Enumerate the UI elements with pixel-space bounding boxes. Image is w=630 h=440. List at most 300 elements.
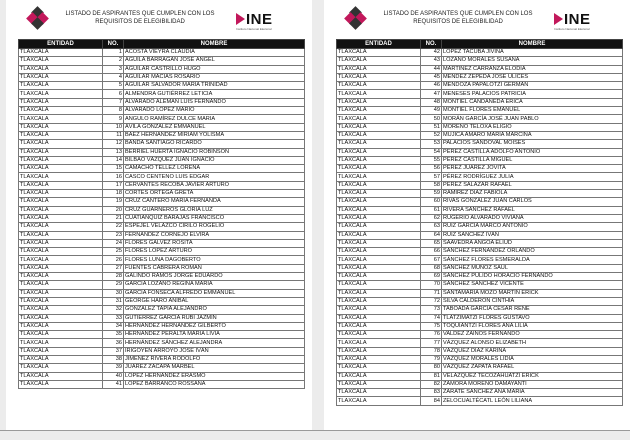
page-header bbox=[6, 0, 312, 40]
table-row bbox=[19, 73, 305, 81]
cell-no: 42 bbox=[421, 49, 442, 57]
cell-entidad: TLAXCALA bbox=[337, 347, 421, 355]
table-row bbox=[19, 198, 305, 206]
cell-nombre: ZELOCUALTÉCATL LEÓN LILIANA bbox=[442, 397, 623, 405]
cell-no: 6 bbox=[103, 90, 124, 98]
cell-no: 12 bbox=[103, 140, 124, 148]
cell-entidad: TLAXCALA bbox=[337, 148, 421, 156]
cell-entidad: TLAXCALA bbox=[337, 90, 421, 98]
cell-nombre: FLORES GÁLVEZ ROSITA bbox=[124, 239, 305, 247]
cell-entidad: TLAXCALA bbox=[337, 364, 421, 372]
cell-nombre: VÁZQUEZ ALONSO ELIZABETH bbox=[442, 339, 623, 347]
table-row bbox=[337, 264, 623, 272]
cell-entidad: TLAXCALA bbox=[19, 173, 103, 181]
cell-nombre: JUÁREZ ZACAPA MARBEL bbox=[124, 364, 305, 372]
cell-entidad: TLAXCALA bbox=[19, 140, 103, 148]
cell-no: 21 bbox=[103, 214, 124, 222]
cell-no: 38 bbox=[103, 355, 124, 363]
cell-no: 33 bbox=[103, 314, 124, 322]
cell-entidad: TLAXCALA bbox=[337, 239, 421, 247]
table-row bbox=[337, 380, 623, 388]
cell-nombre: GALINDO RAMOS JORGE EDUARDO bbox=[124, 273, 305, 281]
cell-entidad: TLAXCALA bbox=[19, 131, 103, 139]
title-line-2: REQUISITOS DE ELEGIBILIDAD bbox=[413, 19, 503, 25]
cell-nombre: SÁNCHEZ FERNÁNDEZ ORLANDO bbox=[442, 248, 623, 256]
cell-entidad: TLAXCALA bbox=[19, 165, 103, 173]
cell-entidad: TLAXCALA bbox=[337, 389, 421, 397]
cell-no: 81 bbox=[421, 372, 442, 380]
cell-nombre: VÁZQUEZ MORALES LIDIA bbox=[442, 355, 623, 363]
cell-nombre: CERVANTES RECOBA JAVIER ARTURO bbox=[124, 181, 305, 189]
ine-logo-text: INE bbox=[564, 11, 591, 28]
table-row bbox=[337, 239, 623, 247]
cell-nombre: SILVA CALDERÓN CINTHIA bbox=[442, 297, 623, 305]
cell-nombre: SÁNCHEZ MUÑOZ SAÚL bbox=[442, 264, 623, 272]
cell-no: 7 bbox=[103, 98, 124, 106]
cell-nombre: BERRIEL HUERTA IGNACIO ROBINSON bbox=[124, 148, 305, 156]
cell-entidad: TLAXCALA bbox=[337, 123, 421, 131]
cell-nombre: LÓPEZ TACUBA JIVINA bbox=[442, 49, 623, 57]
table-row bbox=[337, 107, 623, 115]
cell-nombre: PÉREZ RODRÍGUEZ JULIA bbox=[442, 173, 623, 181]
cell-nombre: MORENO TELOXA ELIGIO bbox=[442, 123, 623, 131]
cell-entidad: TLAXCALA bbox=[337, 331, 421, 339]
table-row bbox=[19, 264, 305, 272]
document-page-left bbox=[6, 0, 312, 430]
cell-entidad: TLAXCALA bbox=[19, 82, 103, 90]
cell-no: 78 bbox=[421, 347, 442, 355]
cell-no: 20 bbox=[103, 206, 124, 214]
table-row bbox=[337, 140, 623, 148]
cell-entidad: TLAXCALA bbox=[337, 289, 421, 297]
table-row bbox=[337, 397, 623, 405]
table-row bbox=[19, 314, 305, 322]
cell-nombre: GARCÍA FONSECA ALFREDO EMMANUEL bbox=[124, 289, 305, 297]
table-row bbox=[19, 281, 305, 289]
cell-no: 74 bbox=[421, 314, 442, 322]
cell-no: 69 bbox=[421, 273, 442, 281]
cell-no: 14 bbox=[103, 156, 124, 164]
cell-no: 66 bbox=[421, 248, 442, 256]
column-header-entidad: ENTIDAD bbox=[337, 40, 421, 49]
cell-entidad: TLAXCALA bbox=[19, 198, 103, 206]
cell-nombre: VÁZQUEZ ZAPATA RAFAEL bbox=[442, 364, 623, 372]
cell-nombre: IRIGOYEN ARROYO JOSÉ IVÁN bbox=[124, 347, 305, 355]
table-row bbox=[337, 314, 623, 322]
cell-no: 83 bbox=[421, 389, 442, 397]
cell-entidad: TLAXCALA bbox=[19, 181, 103, 189]
table-row bbox=[19, 140, 305, 148]
cell-nombre: LÓPEZ BARRANCO ROSSANA bbox=[124, 380, 305, 388]
cell-nombre: GARCÍA LOZANO REGINA MARIA bbox=[124, 281, 305, 289]
cell-nombre: GONZÁLEZ TAPIA ALEJANDRO bbox=[124, 306, 305, 314]
cell-nombre: MENDEZ ZEPEDA JOSÉ ULICES bbox=[442, 73, 623, 81]
table-row bbox=[337, 214, 623, 222]
cell-entidad: TLAXCALA bbox=[337, 322, 421, 330]
cell-entidad: TLAXCALA bbox=[19, 281, 103, 289]
table-row bbox=[337, 156, 623, 164]
column-header-no: NO. bbox=[103, 40, 124, 49]
table-row bbox=[19, 190, 305, 198]
cell-entidad: TLAXCALA bbox=[337, 115, 421, 123]
cell-nombre: RUGERIO ALVARADO VIVIANA bbox=[442, 214, 623, 222]
table-row bbox=[19, 65, 305, 73]
cell-nombre: HERNÁNDEZ HERNÁNDEZ GILBERTO bbox=[124, 322, 305, 330]
cell-nombre: PALACIOS SANDOVAL MOISÉS bbox=[442, 140, 623, 148]
cell-no: 67 bbox=[421, 256, 442, 264]
cell-nombre: RUIZ SÁNCHEZ IVÁN bbox=[442, 231, 623, 239]
cell-entidad: TLAXCALA bbox=[337, 281, 421, 289]
cell-nombre: PÉREZ CASTILLA ADOLFO ANTONIO bbox=[442, 148, 623, 156]
cell-nombre: SANTAMARÍA MOZO MARTÍN ERICK bbox=[442, 289, 623, 297]
column-header-nombre: NOMBRE bbox=[124, 40, 305, 49]
cell-no: 39 bbox=[103, 364, 124, 372]
table-row bbox=[19, 214, 305, 222]
cell-no: 47 bbox=[421, 90, 442, 98]
cell-nombre: AGUILAR MACIAS ROSARIO bbox=[124, 73, 305, 81]
cell-nombre: ANGULO RAMÍREZ DULCE MARIA bbox=[124, 115, 305, 123]
cell-entidad: TLAXCALA bbox=[337, 173, 421, 181]
cell-nombre: MARTÍNEZ CARRANZA ELODIA bbox=[442, 65, 623, 73]
table-row bbox=[19, 339, 305, 347]
table-row bbox=[19, 372, 305, 380]
column-header-entidad: ENTIDAD bbox=[19, 40, 103, 49]
cell-no: 50 bbox=[421, 115, 442, 123]
cell-entidad: TLAXCALA bbox=[337, 65, 421, 73]
table-row bbox=[337, 98, 623, 106]
table-row bbox=[337, 90, 623, 98]
cell-nombre: ZAMORA MORENO DAMAYANTI bbox=[442, 380, 623, 388]
cell-nombre: ALVARADO ALEMÁN LUIS FERNANDO bbox=[124, 98, 305, 106]
cell-nombre: SÁNCHEZ PULIDO HORACIO FERNANDO bbox=[442, 273, 623, 281]
cell-entidad: TLAXCALA bbox=[337, 231, 421, 239]
cell-nombre: RIVERA SÁNCHEZ RAFAEL bbox=[442, 206, 623, 214]
cell-entidad: TLAXCALA bbox=[19, 98, 103, 106]
cell-entidad: TLAXCALA bbox=[337, 306, 421, 314]
table-row bbox=[337, 223, 623, 231]
cell-entidad: TLAXCALA bbox=[19, 214, 103, 222]
ine-logo bbox=[236, 13, 308, 31]
cell-entidad: TLAXCALA bbox=[337, 256, 421, 264]
table-row bbox=[337, 49, 623, 57]
table-row bbox=[19, 380, 305, 388]
cell-no: 2 bbox=[103, 57, 124, 65]
cell-entidad: TLAXCALA bbox=[337, 190, 421, 198]
table-row bbox=[337, 339, 623, 347]
cell-no: 41 bbox=[103, 380, 124, 388]
table-row bbox=[19, 156, 305, 164]
document-page-right bbox=[324, 0, 630, 430]
cell-no: 84 bbox=[421, 397, 442, 405]
cell-no: 22 bbox=[103, 223, 124, 231]
cell-nombre: ACOSTA VIEYRA CLAUDIA bbox=[124, 49, 305, 57]
table-row bbox=[337, 372, 623, 380]
cell-nombre: MENDOZA PAPALOTZI GERMAN bbox=[442, 82, 623, 90]
cell-no: 79 bbox=[421, 355, 442, 363]
table-row bbox=[19, 256, 305, 264]
cell-entidad: TLAXCALA bbox=[19, 347, 103, 355]
cell-entidad: TLAXCALA bbox=[19, 355, 103, 363]
cell-nombre: ESPEJEL VELAZCO CIRILO ROGELIO bbox=[124, 223, 305, 231]
table-row bbox=[19, 347, 305, 355]
table-row bbox=[337, 331, 623, 339]
cell-entidad: TLAXCALA bbox=[19, 49, 103, 57]
cell-nombre: ZARATE SÁNCHEZ ANA MARÍA bbox=[442, 389, 623, 397]
cell-entidad: TLAXCALA bbox=[19, 306, 103, 314]
table-row bbox=[337, 256, 623, 264]
cell-nombre: LOZANO MORALES SUSANA bbox=[442, 57, 623, 65]
cell-no: 34 bbox=[103, 322, 124, 330]
table-row bbox=[337, 57, 623, 65]
ine-arrow-icon bbox=[236, 13, 245, 25]
cell-nombre: BANDA SANTIAGO RICARDO bbox=[124, 140, 305, 148]
cell-no: 9 bbox=[103, 115, 124, 123]
ine-arrow-icon bbox=[554, 13, 563, 25]
cell-nombre: LÓPEZ HERNÁNDEZ ERASMO bbox=[124, 372, 305, 380]
cell-no: 64 bbox=[421, 231, 442, 239]
cell-no: 72 bbox=[421, 297, 442, 305]
cell-entidad: TLAXCALA bbox=[337, 98, 421, 106]
cell-nombre: CASCO CENTENO LUIS EDGAR bbox=[124, 173, 305, 181]
cell-entidad: TLAXCALA bbox=[337, 214, 421, 222]
column-header-nombre: NOMBRE bbox=[442, 40, 623, 49]
cell-entidad: TLAXCALA bbox=[337, 198, 421, 206]
table-row bbox=[19, 206, 305, 214]
cell-entidad: TLAXCALA bbox=[19, 314, 103, 322]
cell-entidad: TLAXCALA bbox=[19, 239, 103, 247]
cell-nombre: SÁNCHEZ FLORES ESMERALDA bbox=[442, 256, 623, 264]
cell-nombre: MORÁN GARCÍA JOSÉ JUAN PABLO bbox=[442, 115, 623, 123]
cell-no: 63 bbox=[421, 223, 442, 231]
cell-no: 10 bbox=[103, 123, 124, 131]
cell-nombre: ALMENDRA GUTIÉRREZ LETICIA bbox=[124, 90, 305, 98]
cell-no: 19 bbox=[103, 198, 124, 206]
cell-no: 82 bbox=[421, 380, 442, 388]
cell-no: 77 bbox=[421, 339, 442, 347]
cell-nombre: ÁVILA GONZÁLEZ EMMANUEL bbox=[124, 123, 305, 131]
cell-no: 16 bbox=[103, 173, 124, 181]
cell-no: 53 bbox=[421, 140, 442, 148]
table-row bbox=[19, 331, 305, 339]
page-title bbox=[64, 10, 216, 26]
cell-entidad: TLAXCALA bbox=[19, 372, 103, 380]
cell-no: 13 bbox=[103, 148, 124, 156]
table-row bbox=[337, 123, 623, 131]
cell-no: 44 bbox=[421, 65, 442, 73]
cell-no: 40 bbox=[103, 372, 124, 380]
cell-entidad: TLAXCALA bbox=[337, 165, 421, 173]
cell-nombre: ALVARADO LÓPEZ MARIO bbox=[124, 107, 305, 115]
table-row bbox=[19, 148, 305, 156]
cell-nombre: GUTIÉRREZ GARCÍA RUBÍ JAZMÍN bbox=[124, 314, 305, 322]
title-line-2: REQUISITOS DE ELEGIBILIDAD bbox=[95, 19, 185, 25]
cell-nombre: RUIZ GARCÍA MARCO ANTONIO bbox=[442, 223, 623, 231]
table-row bbox=[19, 57, 305, 65]
cell-no: 27 bbox=[103, 264, 124, 272]
cell-no: 46 bbox=[421, 82, 442, 90]
cell-nombre: RIVAS GONZÁLEZ JUAN CARLOS bbox=[442, 198, 623, 206]
ine-logo-subtext: Instituto Nacional Electoral bbox=[554, 27, 590, 31]
table-row bbox=[337, 389, 623, 397]
cell-nombre: TLATZIMATZI FLORES GUSTAVO bbox=[442, 314, 623, 322]
cell-nombre: PÉREZ SALAZAR RAFAEL bbox=[442, 181, 623, 189]
table-row bbox=[19, 322, 305, 330]
cell-no: 60 bbox=[421, 198, 442, 206]
cell-nombre: FLORES LÓPEZ ARTURO bbox=[124, 248, 305, 256]
cell-entidad: TLAXCALA bbox=[337, 397, 421, 405]
table-row bbox=[19, 82, 305, 90]
table-row bbox=[19, 115, 305, 123]
cell-no: 75 bbox=[421, 322, 442, 330]
cell-no: 37 bbox=[103, 347, 124, 355]
cell-no: 62 bbox=[421, 214, 442, 222]
cell-nombre: FLORES LUNA DAGOBERTO bbox=[124, 256, 305, 264]
cell-nombre: TOQUIANTZI FLORES ANA LILIA bbox=[442, 322, 623, 330]
cell-no: 23 bbox=[103, 231, 124, 239]
cell-no: 51 bbox=[421, 123, 442, 131]
cell-nombre: CUATIANQUIZ BARAJAS FRANCISCO bbox=[124, 214, 305, 222]
cell-nombre: SÁNCHEZ SÁNCHEZ VICENTE bbox=[442, 281, 623, 289]
table-row bbox=[19, 123, 305, 131]
cell-no: 29 bbox=[103, 281, 124, 289]
cell-entidad: TLAXCALA bbox=[337, 248, 421, 256]
table-row bbox=[337, 65, 623, 73]
cell-entidad: TLAXCALA bbox=[337, 372, 421, 380]
table-row bbox=[19, 289, 305, 297]
cell-no: 25 bbox=[103, 248, 124, 256]
table-row bbox=[19, 239, 305, 247]
cell-entidad: TLAXCALA bbox=[19, 107, 103, 115]
cell-no: 31 bbox=[103, 297, 124, 305]
table-row bbox=[337, 115, 623, 123]
cell-nombre: SAAVEDRA ANGOA ELIUD bbox=[442, 239, 623, 247]
cell-nombre: AGUILAR CASTRILLO HUGO bbox=[124, 65, 305, 73]
cell-no: 3 bbox=[103, 65, 124, 73]
cell-entidad: TLAXCALA bbox=[337, 273, 421, 281]
cell-nombre: CRUZ GUARNEROS GLORIA LUZ bbox=[124, 206, 305, 214]
cell-nombre: VÁZQUEZ DÍAZ KARINA bbox=[442, 347, 623, 355]
cell-no: 32 bbox=[103, 306, 124, 314]
cell-no: 17 bbox=[103, 181, 124, 189]
ine-diamond-logo-icon bbox=[28, 8, 48, 28]
table-row bbox=[337, 73, 623, 81]
cell-entidad: TLAXCALA bbox=[337, 264, 421, 272]
cell-nombre: TABOADA GARCÍA CÉSAR RENÉ bbox=[442, 306, 623, 314]
cell-nombre: VALDEZ ZAINOS FERNANDO bbox=[442, 331, 623, 339]
ine-logo-subtext: Instituto Nacional Electoral bbox=[236, 27, 272, 31]
table-row bbox=[19, 173, 305, 181]
title-line-1: LISTADO DE ASPIRANTES QUE CUMPLEN CON LOS bbox=[383, 11, 533, 17]
cell-no: 58 bbox=[421, 181, 442, 189]
cell-nombre: CRUZ CANTERO MARIA FERNANDA bbox=[124, 198, 305, 206]
table-row bbox=[19, 231, 305, 239]
cell-no: 28 bbox=[103, 273, 124, 281]
cell-entidad: TLAXCALA bbox=[19, 297, 103, 305]
table-row bbox=[337, 281, 623, 289]
cell-no: 73 bbox=[421, 306, 442, 314]
table-row bbox=[19, 306, 305, 314]
cell-nombre: PÉREZ CASTILLA MIGUEL bbox=[442, 156, 623, 164]
cell-no: 56 bbox=[421, 165, 442, 173]
cell-nombre: PÉREZ JUÁREZ JOVITA bbox=[442, 165, 623, 173]
table-header-row bbox=[19, 40, 305, 49]
cell-entidad: TLAXCALA bbox=[19, 90, 103, 98]
cell-no: 35 bbox=[103, 331, 124, 339]
cell-no: 5 bbox=[103, 82, 124, 90]
cell-entidad: TLAXCALA bbox=[337, 181, 421, 189]
table-row bbox=[19, 355, 305, 363]
title-line-1: LISTADO DE ASPIRANTES QUE CUMPLEN CON LOS bbox=[65, 11, 215, 17]
cell-entidad: TLAXCALA bbox=[19, 264, 103, 272]
table-row bbox=[337, 355, 623, 363]
cell-entidad: TLAXCALA bbox=[337, 223, 421, 231]
cell-no: 70 bbox=[421, 281, 442, 289]
table-row bbox=[19, 248, 305, 256]
table-row bbox=[19, 49, 305, 57]
cell-no: 65 bbox=[421, 239, 442, 247]
cell-nombre: MUJICA AMARO MARÍA MARCINA bbox=[442, 131, 623, 139]
cell-entidad: TLAXCALA bbox=[19, 273, 103, 281]
cell-nombre: VELÁZQUEZ TECOZAHUATZI ERICK bbox=[442, 372, 623, 380]
table-row bbox=[19, 297, 305, 305]
table-row bbox=[337, 364, 623, 372]
cell-entidad: TLAXCALA bbox=[19, 322, 103, 330]
cell-entidad: TLAXCALA bbox=[337, 57, 421, 65]
cell-no: 54 bbox=[421, 148, 442, 156]
cell-no: 30 bbox=[103, 289, 124, 297]
cell-entidad: TLAXCALA bbox=[337, 206, 421, 214]
ine-logo bbox=[554, 13, 626, 31]
cell-entidad: TLAXCALA bbox=[19, 115, 103, 123]
cell-entidad: TLAXCALA bbox=[337, 355, 421, 363]
cell-entidad: TLAXCALA bbox=[19, 190, 103, 198]
cell-nombre: JIMÉNEZ RIVERA RODOLFO bbox=[124, 355, 305, 363]
cell-entidad: TLAXCALA bbox=[19, 289, 103, 297]
cell-nombre: GEORGE HARO ANIBAL bbox=[124, 297, 305, 305]
cell-entidad: TLAXCALA bbox=[337, 131, 421, 139]
cell-entidad: TLAXCALA bbox=[19, 123, 103, 131]
ine-diamond-logo-icon bbox=[346, 8, 366, 28]
cell-entidad: TLAXCALA bbox=[19, 73, 103, 81]
table-row bbox=[337, 273, 623, 281]
table-row bbox=[337, 231, 623, 239]
cell-entidad: TLAXCALA bbox=[19, 223, 103, 231]
cell-entidad: TLAXCALA bbox=[337, 49, 421, 57]
table-row bbox=[337, 198, 623, 206]
table-row bbox=[337, 82, 623, 90]
cell-entidad: TLAXCALA bbox=[337, 314, 421, 322]
cell-no: 71 bbox=[421, 289, 442, 297]
page-title bbox=[382, 10, 534, 26]
page-separator bbox=[0, 430, 630, 431]
cell-entidad: TLAXCALA bbox=[19, 380, 103, 388]
table-row bbox=[337, 173, 623, 181]
table-row bbox=[19, 364, 305, 372]
cell-nombre: AGUILA BARRAGÁN JOSÉ ÁNGEL bbox=[124, 57, 305, 65]
cell-no: 36 bbox=[103, 339, 124, 347]
cell-no: 76 bbox=[421, 331, 442, 339]
table-row bbox=[337, 248, 623, 256]
table-row bbox=[337, 148, 623, 156]
table-row bbox=[337, 322, 623, 330]
cell-entidad: TLAXCALA bbox=[19, 331, 103, 339]
cell-entidad: TLAXCALA bbox=[19, 206, 103, 214]
cell-nombre: MENESES PALACIOS PATRICIA bbox=[442, 90, 623, 98]
table-row bbox=[337, 165, 623, 173]
table-row bbox=[337, 206, 623, 214]
table-row bbox=[19, 181, 305, 189]
cell-nombre: FERNÁNDEZ CORNEJO ELVIRA bbox=[124, 231, 305, 239]
